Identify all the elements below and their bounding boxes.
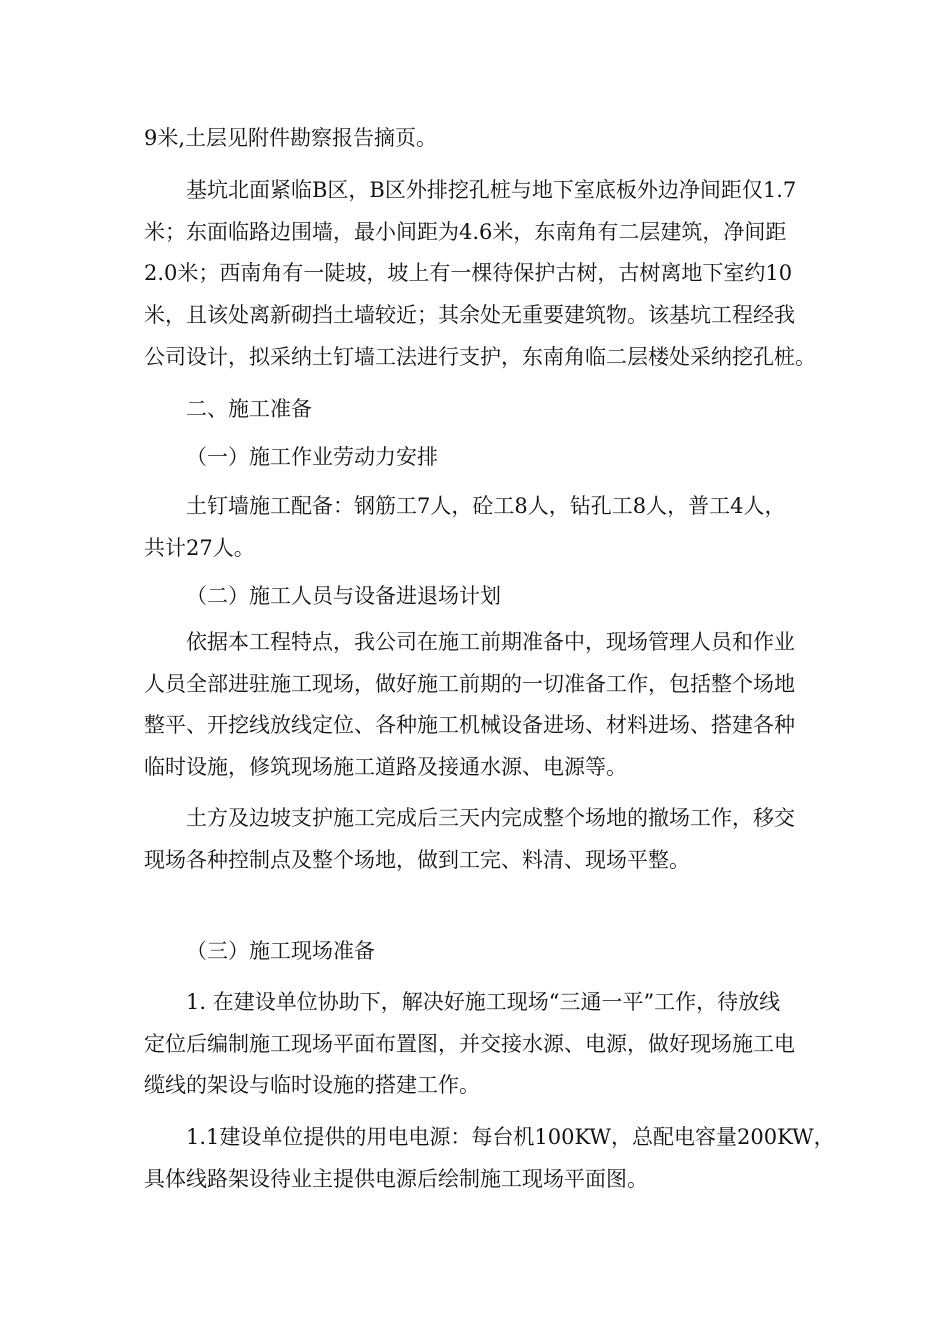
text-line: 9米,土层见附件勘察报告摘页。 — [144, 126, 438, 150]
text-line: 公司设计，拟采纳土钉墙工法进行支护，东南角临二层楼处采纳挖孔桩。 — [144, 345, 816, 369]
text-line: 整平、开挖线放线定位、各种施工机械设备进场、材料进场、搭建各种 — [144, 713, 795, 737]
text-line: 现场各种控制点及整个场地，做到工完、料清、现场平整。 — [144, 848, 690, 872]
text-line: 基坑北面紧临B区，B区外排挖孔桩与地下室底板外边净间距仅1.7 — [186, 178, 797, 202]
text-line: 土方及边坡支护施工完成后三天内完成整个场地的撤场工作，移交 — [186, 806, 795, 830]
text-line: 具体线路架设待业主提供电源后绘制施工现场平面图。 — [144, 1167, 648, 1191]
text-line: 土钉墙施工配备：钢筋工7人，砼工8人，钻孔工8人，普工4人， — [186, 494, 786, 518]
text-line: 人员全部进驻施工现场，做好施工前期的一切准备工作，包括整个场地 — [144, 672, 795, 696]
subsection-heading: （一）施工作业劳动力安排 — [186, 445, 438, 469]
text-line: 2.0米；西南角有一陡坡，坡上有一棵待保护古树，古树离地下室约10 — [144, 261, 793, 285]
text-line: 1. 在建设单位协助下，解决好施工现场“三通一平”工作，待放线 — [186, 990, 781, 1014]
text-line: 定位后编制施工现场平面布置图，并交接水源、电源，做好现场施工电 — [144, 1032, 795, 1056]
text-line: 1.1建设单位提供的用电电源：每台机100KW，总配电容量200KW， — [186, 1125, 835, 1149]
text-line: 依据本工程特点，我公司在施工前期准备中，现场管理人员和作业 — [186, 630, 795, 654]
subsection-heading: （三）施工现场准备 — [186, 939, 375, 963]
subsection-heading: （二）施工人员与设备进退场计划 — [186, 584, 501, 608]
text-line: 临时设施，修筑现场施工道路及接通水源、电源等。 — [144, 755, 627, 779]
text-line: 米；东面临路边围墙，最小间距为4.6米，东南角有二层建筑，净间距 — [144, 220, 787, 244]
section-heading: 二、施工准备 — [186, 397, 312, 421]
text-line: 米，且该处离新砌挡土墙较近；其余处无重要建筑物。该基坑工程经我 — [144, 303, 795, 327]
text-line: 共计27人。 — [144, 536, 255, 560]
text-line: 缆线的架设与临时设施的搭建工作。 — [144, 1073, 480, 1097]
